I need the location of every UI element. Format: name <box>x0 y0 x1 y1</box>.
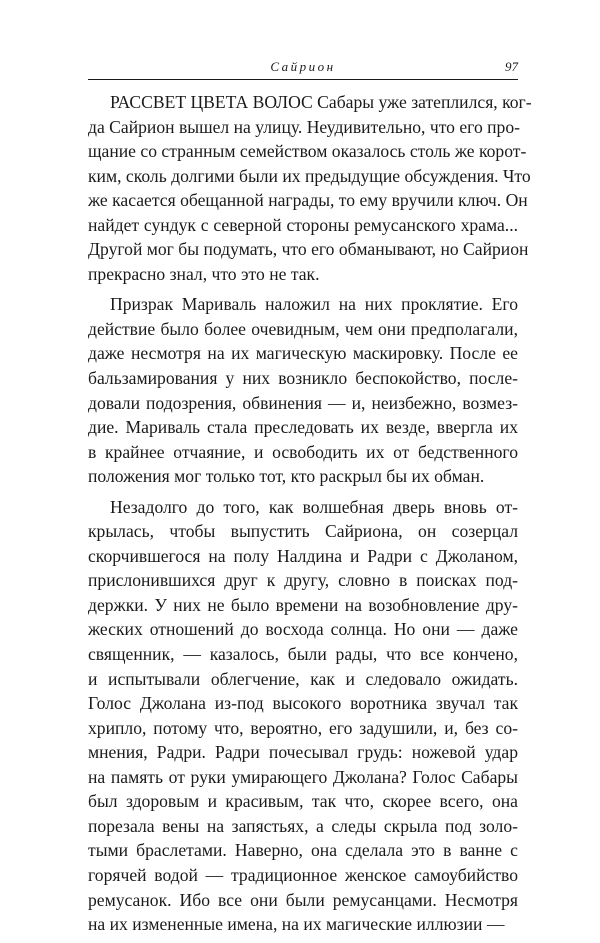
text-line: мнения, Радри. Радри почесывал грудь: ножевой удар <box>88 742 518 763</box>
text-line: жеских отношений до восхода солнца. Но они — даже <box>88 619 518 640</box>
text-line: порезала вены на запястьях, а следы скрыла под золо- <box>88 815 518 836</box>
text-line: на память от руки умирающего Джолана? Голос Сабары <box>88 766 518 787</box>
text-line: в крайнее отчаяние, и освободить их от бедственного <box>88 441 518 462</box>
text-line: скорчившегося на полу Налдина и Радри с Джоланом, <box>88 545 518 566</box>
text-line: дие. Мариваль стала преследовать их везде, ввергла их <box>88 417 518 438</box>
text-line: на их измененные имена, на их магические иллюзии — <box>88 914 505 935</box>
paragraph <box>88 90 532 286</box>
text-line: был здоровым и красивым, так что, скорее всего, она <box>88 791 518 812</box>
text-line: найдет сундук с северной стороны ремусанского храма... <box>88 214 518 235</box>
text-line: Другой мог бы подумать, что его обманывают, но Сайрион <box>88 239 529 260</box>
text-line: даже несмотря на их магическую маскировку. После ее <box>88 343 518 364</box>
text-line: крылась, чтобы выпустить Сайриона, он созерцал <box>88 521 518 542</box>
text-line: Незадолго до того, как волшебная дверь вновь от- <box>110 496 518 517</box>
text-line: горячей водой — традиционное женское самоубийство <box>88 864 518 885</box>
text-line: бальзамирования у них возникло беспокойство, после- <box>88 368 518 389</box>
text-line: довали подозрения, обвинения — и, неизбежно, возмез- <box>88 392 518 413</box>
text-line: хрипло, потому что, вероятно, его задушили, и, без со- <box>88 717 518 738</box>
text-line: ремусанок. Ибо все они были ремусанцами. Несмотря <box>88 889 518 910</box>
page-number: 97 <box>505 59 518 74</box>
text-line: прислонившихся друг к другу, словно в поисках под- <box>88 570 518 591</box>
text-line: щание со странным семейством оказалось столь же корот- <box>88 141 527 162</box>
text-line: действие было более очевидным, чем они предполагали, <box>88 318 518 339</box>
header-rule <box>88 79 518 80</box>
text-line: прекрасно знал, что это не так. <box>88 263 320 284</box>
text-line: Голос Джолана из-под высокого воротника звучал так <box>88 693 518 714</box>
text-line: Призрак Мариваль наложил на них проклятие. Его <box>110 294 518 315</box>
text-line: ким, сколь долгими были их предыдущие обсуждения. Что <box>88 165 531 186</box>
paragraph <box>88 495 518 937</box>
paragraph <box>88 292 518 488</box>
text-line: да Сайрион вышел на улицу. Неудивительно, что его про- <box>88 116 521 137</box>
text-line: держки. У них не было времени на возобновление дру- <box>88 594 518 615</box>
text-line: же касается обещанной награды, то ему вручили ключ. Он <box>88 190 528 211</box>
text-body <box>88 90 532 943</box>
page-header <box>88 58 518 76</box>
text-line: и испытывали облегчение, как и следовало ожидать. <box>88 668 518 689</box>
text-line: положения мог только тот, кто раскрыл бы их обман. <box>88 466 485 487</box>
text-line: священник, — казалось, были рады, что все кончено, <box>88 644 518 665</box>
text-line: РАССВЕТ ЦВЕТА ВОЛОС Сабары уже затеплился, ког- <box>110 92 532 112</box>
running-head: Сайрион <box>270 59 336 74</box>
text-line: тыми браслетами. Наверно, она сделала это в ванне с <box>88 840 518 861</box>
